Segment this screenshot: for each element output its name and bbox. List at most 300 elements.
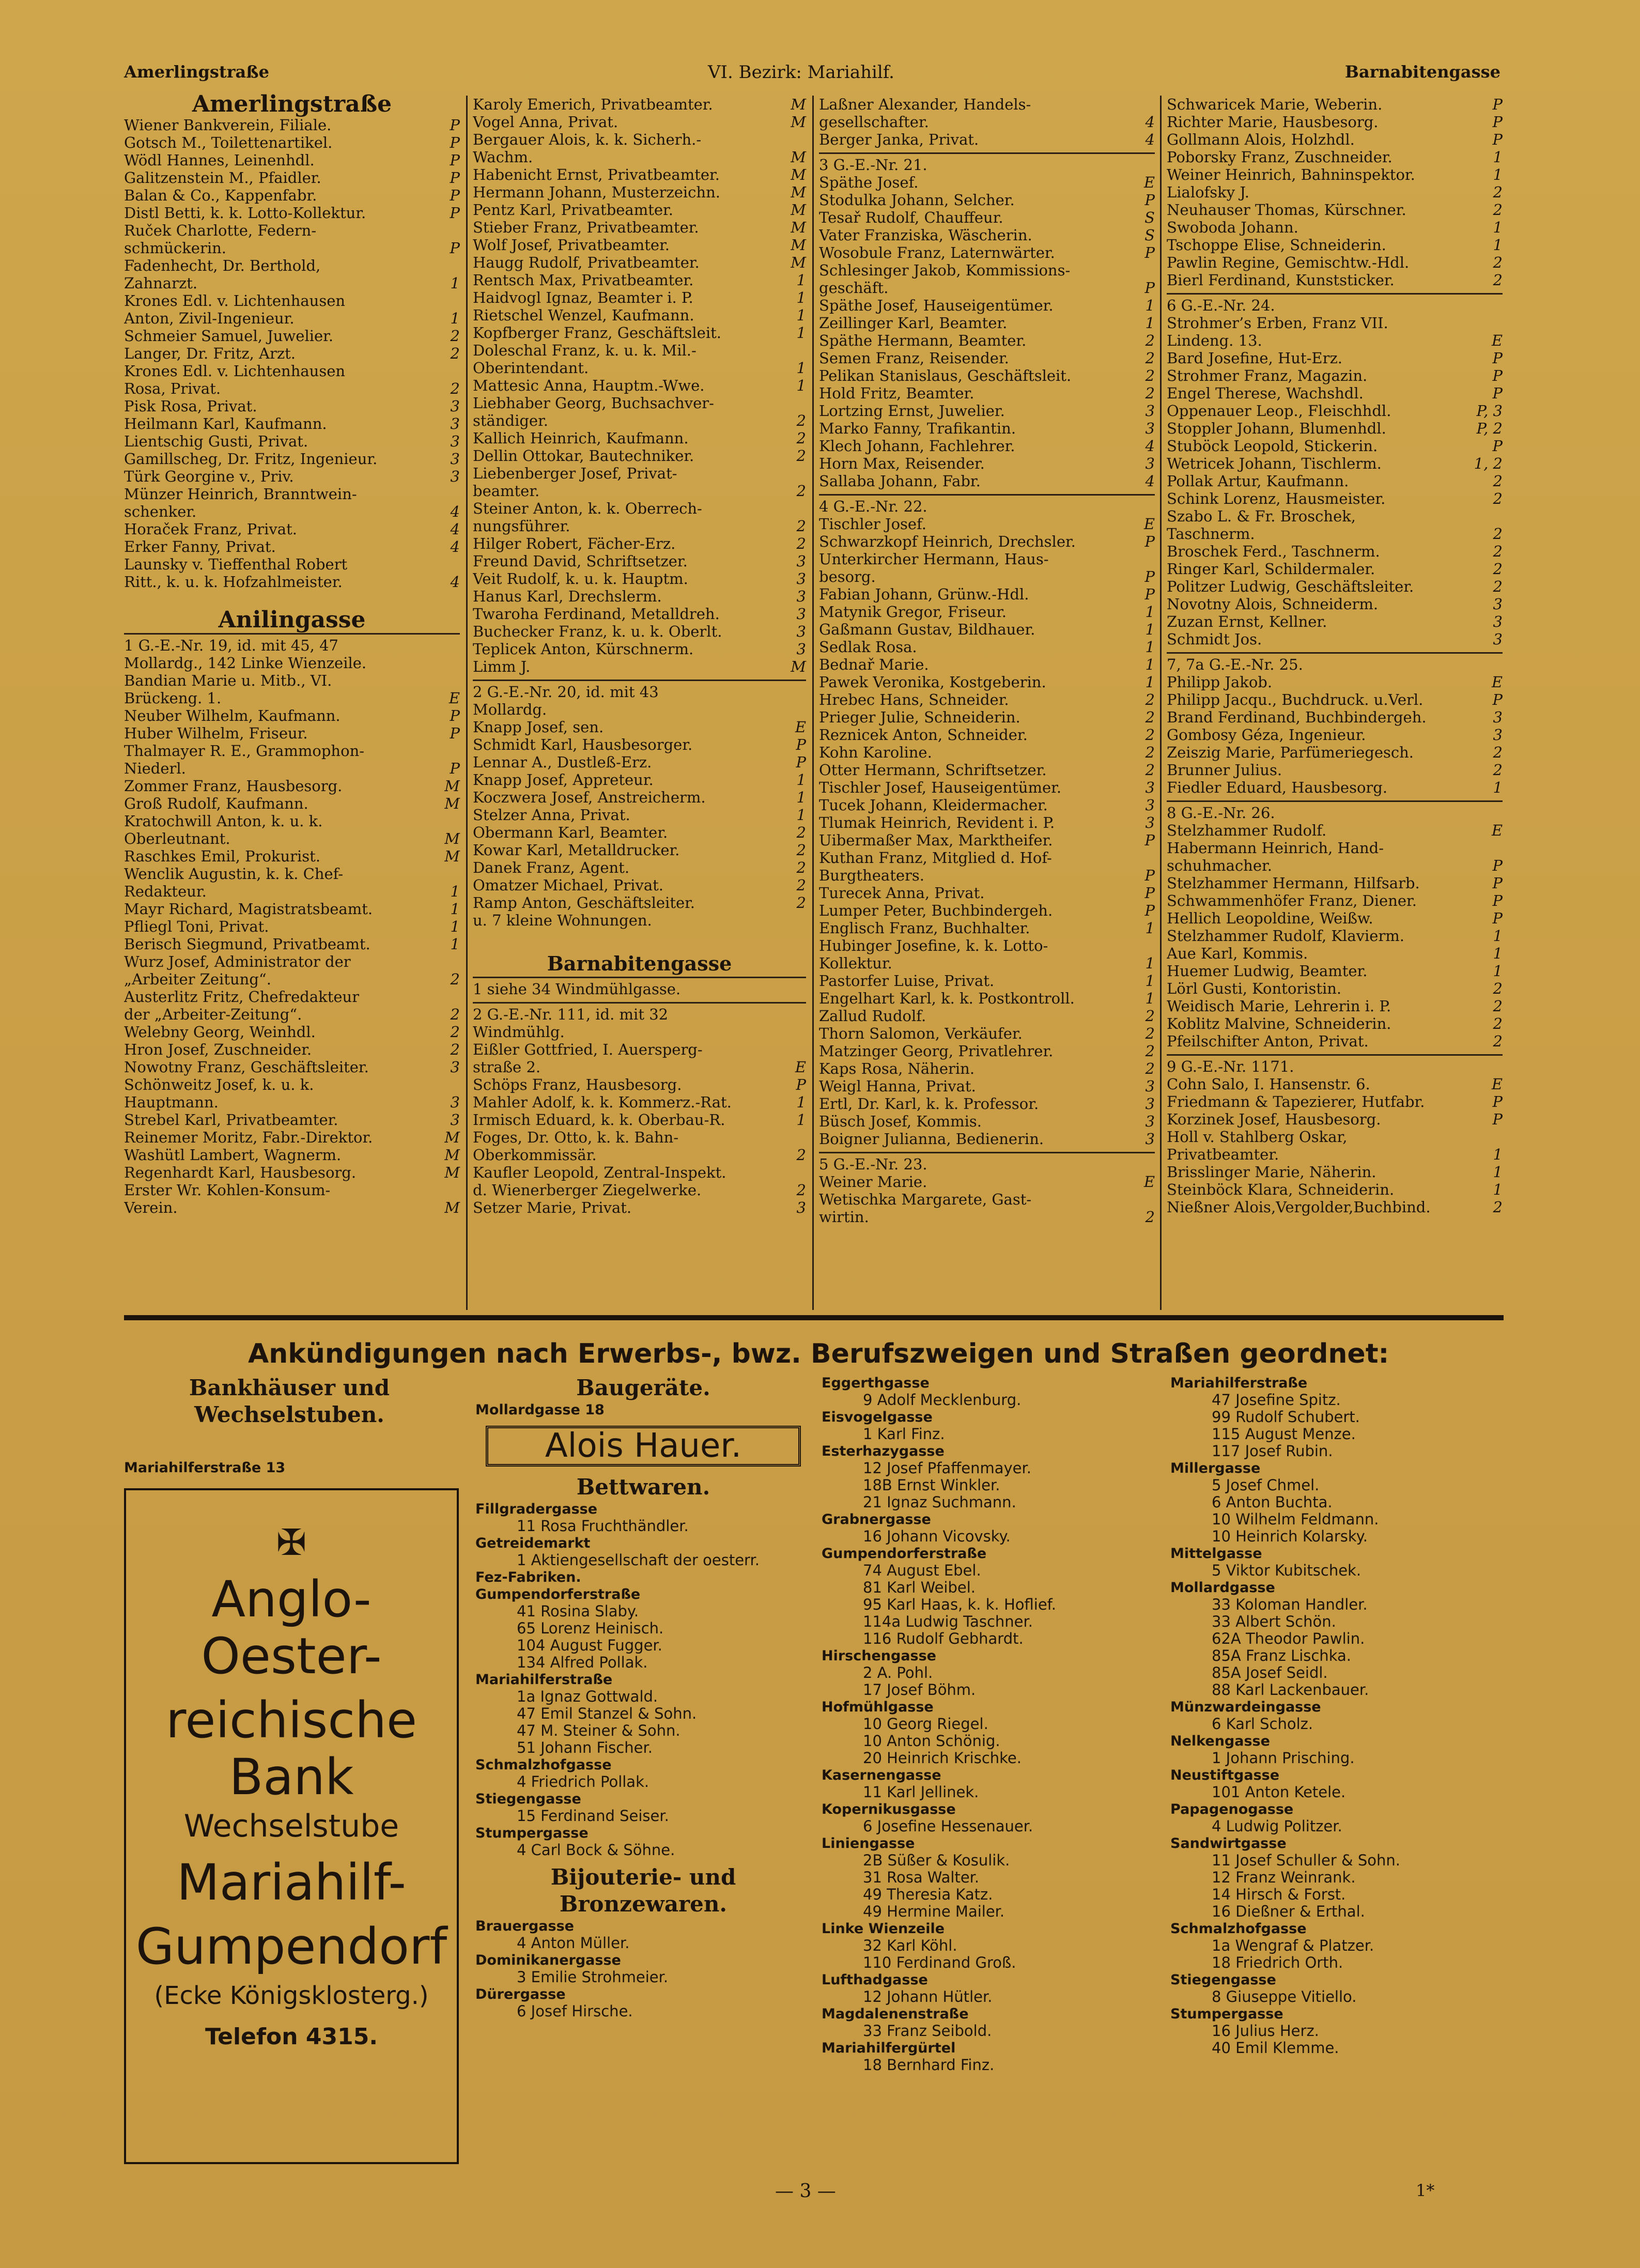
- entry-name: Pentz Karl, Privatbeamter.: [473, 201, 673, 219]
- ad-list: [475, 1918, 811, 2020]
- entry-name: 6 G.-E.-Nr. 24.: [1167, 297, 1275, 314]
- ad-entry: 40 Emil Klemme.: [1212, 2039, 1339, 2057]
- directory-entry: [1167, 595, 1503, 613]
- entry-floor: P: [1492, 96, 1503, 113]
- entry-floor: M: [444, 795, 460, 812]
- entry-floor: 3: [796, 623, 806, 640]
- entry-name: Philipp Jakob.: [1167, 673, 1273, 691]
- entry-floor: 2: [1145, 1025, 1155, 1042]
- entry-name: Freund David, Schriftsetzer.: [473, 552, 688, 570]
- bank-line: (Ecke Königsklosterg.): [154, 1981, 429, 2010]
- directory-entry: [473, 1002, 806, 1023]
- ad-street: Münzwardeingasse: [1170, 1699, 1321, 1715]
- entry-name: 7, 7a G.-E.-Nr. 25.: [1167, 656, 1303, 673]
- entry-floor: 2: [1145, 708, 1155, 726]
- ad-street: Mariahilferstraße: [475, 1672, 613, 1688]
- entry-name: Veit Rudolf, k. u. k. Hauptm.: [473, 570, 688, 588]
- directory-entry: [124, 654, 460, 672]
- ad-entry: 4 Anton Müller.: [517, 1934, 630, 1952]
- entry-floor: E: [448, 689, 460, 707]
- entry-name: Szabo L. & Fr. Broschek,: [1167, 507, 1356, 525]
- entry-floor: M: [791, 219, 806, 236]
- entry-name: Otter Hermann, Schriftsetzer.: [819, 761, 1047, 779]
- directory-entry: [473, 912, 806, 929]
- entry-floor: P: [1144, 244, 1155, 261]
- entry-name: Weigl Hanna, Privat.: [819, 1077, 976, 1095]
- entry-name: Broschek Ferd., Taschnerm.: [1167, 543, 1380, 560]
- entry-floor: 3: [1145, 420, 1155, 437]
- entry-name: Lindeng. 13.: [1167, 332, 1262, 349]
- entry-floor: 3: [1145, 796, 1155, 814]
- ad-entry: 11 Rosa Fruchthändler.: [517, 1517, 689, 1535]
- entry-name: Friedmann & Tapezierer, Hutfabr.: [1167, 1093, 1425, 1110]
- directory-entry: [473, 1093, 806, 1111]
- entry-name: Brunner Julius.: [1167, 761, 1282, 779]
- entry-list: [1167, 96, 1503, 1216]
- directory-entry: [1167, 148, 1503, 166]
- entry-floor: 1: [1145, 314, 1155, 332]
- entry-floor: P: [450, 151, 460, 169]
- entry-name: Lortzing Ernst, Juwelier.: [819, 402, 1005, 420]
- directory-entry: [819, 384, 1155, 402]
- entry-floor: P: [1144, 533, 1155, 550]
- entry-name: Schmidt Jos.: [1167, 630, 1262, 648]
- ad-category-heading: Bijouterie- und Bronzewaren.: [550, 1864, 736, 1917]
- entry-name: Schwarzkopf Heinrich, Drechsler.: [819, 533, 1076, 550]
- entry-floor: 3: [1145, 779, 1155, 796]
- directory-entry: [473, 342, 806, 359]
- ads-title: Ankündigungen nach Erwerbs-, bwz. Berufszweigen und Straßen geordnet:: [248, 1338, 1389, 1369]
- directory-entry: [819, 1025, 1155, 1042]
- ad-entry: 41 Rosina Slaby.: [517, 1602, 639, 1620]
- entry-name: Habermann Heinrich, Hand-: [1167, 839, 1384, 857]
- entry-floor: P: [1144, 902, 1155, 919]
- entry-floor: 2: [796, 482, 806, 500]
- ad-street: Sandwirtgasse: [1170, 1835, 1287, 1852]
- entry-floor: M: [791, 166, 806, 183]
- entry-name: Mattesic Anna, Hauptm.-Wwe.: [473, 377, 705, 394]
- ad-street: Mollardgasse: [1170, 1580, 1275, 1596]
- entry-floor: 1: [1145, 656, 1155, 673]
- entry-name: Gombosy Géza, Ingenieur.: [1167, 726, 1366, 744]
- entry-floor: 1: [1493, 148, 1503, 166]
- entry-name: Hron Josef, Zuschneider.: [124, 1041, 312, 1058]
- ad-entry: 5 Josef Chmel.: [1212, 1476, 1320, 1494]
- entry-name: Hubinger Josefine, k. k. Lotto-: [819, 937, 1048, 954]
- directory-entry: [819, 226, 1155, 244]
- entry-floor: M: [444, 1164, 460, 1181]
- entry-name: Mollardg.: [473, 701, 547, 718]
- entry-name: Koblitz Malvine, Schneiderin.: [1167, 1015, 1391, 1032]
- ad-street: Magdalenenstraße: [822, 2006, 969, 2022]
- entry-name: Ertl, Dr. Karl, k. k. Professor.: [819, 1095, 1039, 1113]
- entry-name: Brückeng. 1.: [124, 689, 222, 707]
- entry-name: Kowar Karl, Metalldrucker.: [473, 841, 680, 859]
- entry-name: Wetischka Margarete, Gast-: [819, 1191, 1032, 1208]
- entry-name: Reznicek Anton, Schneider.: [819, 726, 1028, 744]
- entry-floor: 1: [1145, 990, 1155, 1007]
- entry-name: Austerlitz Fritz, Chefredakteur: [124, 988, 360, 1006]
- directory-entry: [1167, 96, 1503, 113]
- bank-line: reichische Bank: [165, 1691, 417, 1806]
- entry-floor: 1: [796, 324, 806, 342]
- entry-floor: 1: [450, 274, 460, 292]
- entry-name: Schwammenhöfer Franz, Diener.: [1167, 892, 1417, 909]
- entry-name: Knapp Josef, Appreteur.: [473, 771, 654, 789]
- entry-name: Pawlin Regine, Gemischtw.-Hdl.: [1167, 254, 1410, 271]
- directory-entry: [124, 1181, 460, 1199]
- entry-name: Bard Josefine, Hut-Erz.: [1167, 349, 1342, 367]
- directory-entry: [1167, 507, 1503, 525]
- entry-name: Ritt., k. u. k. Hofzahlmeister.: [124, 573, 343, 591]
- directory-entry: [124, 468, 460, 485]
- directory-entry: [819, 990, 1155, 1007]
- directory-entry: [1167, 219, 1503, 236]
- ad-category-heading: Bettwaren.: [576, 1474, 710, 1500]
- directory-entry: [473, 113, 806, 131]
- directory-entry: [473, 1058, 806, 1076]
- directory-entry: [473, 148, 806, 166]
- entry-name: Lumper Peter, Buchbindergeh.: [819, 902, 1053, 919]
- entry-floor: E: [1143, 515, 1155, 533]
- entry-name: Stieber Franz, Privatbeamter.: [473, 219, 699, 236]
- entry-name: Matynik Gregor, Friseur.: [819, 603, 1007, 621]
- ad-entry: 110 Ferdinand Groß.: [863, 1954, 1016, 1971]
- entry-floor: P: [1144, 831, 1155, 849]
- entry-floor: 1: [796, 789, 806, 806]
- ad-entry: 18B Ernst Winkler.: [863, 1476, 1000, 1494]
- entry-name: Burgtheaters.: [819, 867, 924, 884]
- section-title: Anilingasse: [218, 607, 366, 633]
- bank-advertisement: [124, 1488, 459, 2164]
- directory-entry: [124, 988, 460, 1006]
- entry-floor: 3: [1145, 402, 1155, 420]
- directory-entry: [124, 538, 460, 556]
- ad-entry: 95 Karl Haas, k. k. Hoflief.: [863, 1596, 1056, 1613]
- entry-name: Späthe Hermann, Beamter.: [819, 332, 1027, 349]
- entry-floor: 3: [1145, 1095, 1155, 1113]
- entry-name: Horaček Franz, Privat.: [124, 520, 297, 538]
- directory-entry: [124, 433, 460, 450]
- ad-street: Papagenogasse: [1170, 1801, 1294, 1817]
- ad-entry: 17 Josef Böhm.: [863, 1681, 976, 1699]
- entry-name: Gamillscheg, Dr. Fritz, Ingenieur.: [124, 450, 378, 468]
- entry-name: Privatbeamter.: [1167, 1146, 1279, 1163]
- directory-entry: [124, 310, 460, 327]
- directory-entry: [1167, 708, 1503, 726]
- entry-name: besorg.: [819, 568, 876, 585]
- directory-entry: [819, 954, 1155, 972]
- ad-list: [475, 1501, 811, 1859]
- entry-name: Erker Fanny, Privat.: [124, 538, 276, 556]
- entry-name: Verein.: [124, 1199, 178, 1216]
- entry-name: Strohmer Franz, Magazin.: [1167, 367, 1368, 384]
- directory-entry: [1167, 800, 1503, 822]
- entry-name: Kratochwill Anton, k. u. k.: [124, 812, 323, 830]
- entry-floor: 2: [1145, 744, 1155, 761]
- entry-floor: 2: [1493, 271, 1503, 289]
- directory-entry: [124, 633, 460, 654]
- entry-name: Karoly Emerich, Privatbeamter.: [473, 96, 713, 113]
- entry-floor: P: [1492, 1093, 1503, 1110]
- entry-floor: P: [1144, 568, 1155, 585]
- ad-entry: 4 Ludwig Politzer.: [1212, 1817, 1342, 1835]
- entry-name: Fadenhecht, Dr. Berthold,: [124, 257, 321, 274]
- entry-name: Schönweitz Josef, k. u. k.: [124, 1076, 314, 1093]
- entry-name: Kaufler Leopold, Zentral-Inspekt.: [473, 1164, 726, 1181]
- entry-floor: 2: [796, 412, 806, 429]
- directory-entry: [124, 900, 460, 918]
- ad-entry: 21 Ignaz Suchmann.: [863, 1493, 1016, 1511]
- directory-entry: [819, 673, 1155, 691]
- ads-column-2: [475, 1375, 811, 2020]
- entry-name: Langer, Dr. Fritz, Arzt.: [124, 345, 296, 362]
- entry-name: Steiner Anton, k. k. Oberrech-: [473, 500, 702, 517]
- entry-name: Wiener Bankverein, Filiale.: [124, 116, 332, 134]
- entry-name: Kaps Rosa, Näherin.: [819, 1060, 975, 1077]
- entry-floor: 2: [796, 429, 806, 447]
- ad-entry: 47 Josefine Spitz.: [1212, 1391, 1341, 1409]
- directory-entry: [819, 1077, 1155, 1095]
- directory-entry: [124, 830, 460, 847]
- directory-entry: [819, 96, 1155, 113]
- entry-floor: M: [791, 148, 806, 166]
- directory-entry: [124, 239, 460, 257]
- directory-entry: [819, 585, 1155, 603]
- entry-floor: 2: [1493, 525, 1503, 543]
- ad-street: Kasernengasse: [822, 1767, 941, 1783]
- bank-line: Wechselstube: [183, 1808, 399, 1844]
- directory-entry: [1167, 1093, 1503, 1110]
- directory-entry: [1167, 744, 1503, 761]
- ad-street: Mollardgasse 18: [475, 1402, 605, 1418]
- directory-entry: [819, 533, 1155, 550]
- directory-entry: [473, 806, 806, 824]
- ad-street: Eisvogelgasse: [822, 1409, 933, 1425]
- directory-entry: [819, 1191, 1155, 1208]
- entry-name: Oberleutnant.: [124, 830, 230, 847]
- entry-name: Fiedler Eduard, Hausbesorg.: [1167, 779, 1388, 796]
- entry-floor: 2: [1145, 1208, 1155, 1226]
- entry-floor: 2: [1493, 744, 1503, 761]
- ad-street: Mariahilferstraße: [1170, 1375, 1308, 1391]
- directory-entry: [819, 332, 1155, 349]
- entry-name: Stoppler Johann, Blumenhdl.: [1167, 420, 1386, 437]
- directory-entry: [124, 742, 460, 760]
- ad-street: Mariahilferstraße 13: [124, 1460, 286, 1476]
- entry-name: Foges, Dr. Otto, k. k. Bahn-: [473, 1129, 679, 1146]
- ad-list: [1170, 1375, 1506, 2057]
- entry-name: Dellin Ottokar, Bautechniker.: [473, 447, 694, 465]
- directory-entry: [1167, 1054, 1503, 1075]
- directory-entry: [473, 465, 806, 482]
- directory-entry: [1167, 980, 1503, 997]
- directory-entry: [473, 429, 806, 447]
- directory-entry: [473, 771, 806, 789]
- entry-floor: 3: [1493, 726, 1503, 744]
- entry-floor: 1: [796, 771, 806, 789]
- column-3: [819, 96, 1155, 1226]
- directory-entry: [1167, 822, 1503, 839]
- divider-rule: [124, 1315, 1504, 1320]
- entry-name: Hrebec Hans, Schneider.: [819, 691, 1009, 708]
- entry-floor: 2: [1145, 1060, 1155, 1077]
- entry-floor: M: [444, 777, 460, 795]
- entry-name: Wachm.: [473, 148, 533, 166]
- entry-name: Gaßmann Gustav, Bildhauer.: [819, 621, 1035, 638]
- entry-floor: 4: [450, 573, 460, 591]
- directory-entry: [819, 814, 1155, 831]
- entry-floor: 1: [1493, 962, 1503, 980]
- entry-name: Kopfberger Franz, Geschäftsleit.: [473, 324, 721, 342]
- directory-entry: [124, 397, 460, 415]
- ad-entry: 2 A. Pohl.: [863, 1664, 933, 1681]
- directory-entry: [819, 1208, 1155, 1226]
- entry-floor: E: [1491, 822, 1503, 839]
- entry-floor: P: [796, 736, 806, 753]
- entry-floor: M: [791, 236, 806, 254]
- entry-name: Pfliegl Toni, Privat.: [124, 918, 269, 935]
- entry-floor: P: [796, 753, 806, 771]
- entry-floor: 2: [1493, 1198, 1503, 1216]
- entry-name: Richter Marie, Hausbesorg.: [1167, 113, 1379, 131]
- directory-entry: [473, 1164, 806, 1181]
- directory-entry: [819, 638, 1155, 656]
- entry-name: Balan & Co., Kappenfabr.: [124, 187, 317, 204]
- ad-entry: 5 Viktor Kubitschek.: [1212, 1562, 1361, 1579]
- entry-floor: M: [791, 183, 806, 201]
- directory-entry: [1167, 472, 1503, 490]
- bank-line: Mariahilf-: [177, 1854, 406, 1911]
- entry-name: Engel Therese, Wachshdl.: [1167, 384, 1364, 402]
- ad-entry: 74 August Ebel.: [863, 1562, 981, 1579]
- directory-entry: [1167, 927, 1503, 945]
- entry-name: Marko Fanny, Trafikantin.: [819, 420, 1016, 437]
- directory-entry: [819, 621, 1155, 638]
- entry-floor: 2: [796, 517, 806, 535]
- directory-entry: [819, 455, 1155, 472]
- directory-entry: [473, 1199, 806, 1216]
- directory-entry: [473, 96, 806, 113]
- entry-name: Zallud Rudolf.: [819, 1007, 926, 1025]
- directory-entry: [473, 447, 806, 465]
- header-left: Amerlingstraße: [124, 62, 269, 82]
- directory-entry: [124, 169, 460, 187]
- entry-name: beamter.: [473, 482, 540, 500]
- entry-floor: E: [1143, 1173, 1155, 1191]
- directory-entry: [124, 450, 460, 468]
- entry-name: Wetricek Johann, Tischlerm.: [1167, 455, 1382, 472]
- entry-floor: 3: [796, 640, 806, 658]
- directory-entry: [473, 1023, 806, 1041]
- directory-entry: [819, 191, 1155, 209]
- entry-name: Zuzan Ernst, Kellner.: [1167, 613, 1327, 630]
- directory-entry: [473, 718, 806, 736]
- entry-name: Korzinek Josef, Hausbesorg.: [1167, 1110, 1381, 1128]
- entry-floor: 3: [1493, 613, 1503, 630]
- directory-entry: [1167, 909, 1503, 927]
- entry-floor: 2: [796, 894, 806, 912]
- directory-entry: [473, 552, 806, 570]
- directory-entry: [124, 1076, 460, 1093]
- directory-entry: [124, 380, 460, 397]
- entry-floor: 1: [1145, 638, 1155, 656]
- entry-name: Gollmann Alois, Holzhdl.: [1167, 131, 1355, 148]
- ad-street: Liniengasse: [822, 1835, 915, 1852]
- directory-entry: [1167, 560, 1503, 578]
- directory-entry: [124, 883, 460, 900]
- ad-entry: 10 Anton Schönig.: [863, 1732, 1000, 1750]
- entry-floor: P: [1144, 191, 1155, 209]
- directory-entry: [124, 847, 460, 865]
- directory-entry: [124, 724, 460, 742]
- entry-name: Wurz Josef, Administrator der: [124, 953, 351, 970]
- entry-name: Stelzhammer Rudolf.: [1167, 822, 1327, 839]
- directory-entry: [819, 367, 1155, 384]
- directory-entry: [819, 796, 1155, 814]
- entry-floor: 4: [1145, 437, 1155, 455]
- entry-floor: 1: [1145, 603, 1155, 621]
- entry-floor: S: [1144, 209, 1155, 226]
- directory-entry: [819, 437, 1155, 455]
- entry-name: Holl v. Stahlberg Oskar,: [1167, 1128, 1348, 1146]
- entry-floor: 1: [1493, 1146, 1503, 1163]
- entry-floor: 2: [1493, 1015, 1503, 1032]
- entry-floor: 3: [796, 552, 806, 570]
- ad-street: Nelkengasse: [1170, 1733, 1270, 1749]
- directory-entry: [124, 1146, 460, 1164]
- entry-floor: 1: [1493, 1163, 1503, 1181]
- directory-entry: [473, 841, 806, 859]
- entry-floor: 1: [1493, 219, 1503, 236]
- entry-floor: 2: [1493, 1032, 1503, 1050]
- entry-floor: 3: [1145, 1130, 1155, 1148]
- directory-entry: [473, 1111, 806, 1129]
- entry-floor: 3: [450, 1058, 460, 1076]
- directory-entry: [124, 777, 460, 795]
- entry-name: Haugg Rudolf, Privatbeamter.: [473, 254, 700, 271]
- entry-floor: 2: [1493, 997, 1503, 1015]
- directory-entry: [1167, 1198, 1503, 1216]
- entry-floor: 3: [450, 397, 460, 415]
- directory-entry: [1167, 332, 1503, 349]
- directory-entry: [819, 937, 1155, 954]
- entry-name: schuhmacher.: [1167, 857, 1272, 874]
- entry-name: Liebenberger Josef, Privat-: [473, 465, 677, 482]
- entry-floor: 1: [1145, 972, 1155, 990]
- entry-floor: 2: [796, 876, 806, 894]
- directory-entry: [1167, 314, 1503, 332]
- entry-name: Huber Wilhelm, Friseur.: [124, 724, 308, 742]
- ad-street: Gumpendorferstraße: [475, 1586, 641, 1602]
- directory-entry: [819, 152, 1155, 174]
- entry-floor: P: [450, 724, 460, 742]
- entry-floor: 3: [796, 570, 806, 588]
- entry-floor: 1: [1493, 945, 1503, 962]
- directory-entry: [1167, 1128, 1503, 1146]
- ad-entry: 10 Georg Riegel.: [863, 1715, 988, 1733]
- entry-floor: 2: [796, 1146, 806, 1164]
- entry-name: Launsky v. Tieffenthal Robert: [124, 556, 348, 573]
- directory-entry: [473, 131, 806, 148]
- entry-floor: P: [1492, 691, 1503, 708]
- entry-floor: 2: [450, 1023, 460, 1041]
- entry-floor: M: [444, 1129, 460, 1146]
- entry-floor: 3: [450, 1093, 460, 1111]
- directory-entry: [124, 573, 460, 591]
- entry-name: 1 G.-E.-Nr. 19, id. mit 45, 47: [124, 637, 338, 654]
- entry-name: Kollektur.: [819, 954, 892, 972]
